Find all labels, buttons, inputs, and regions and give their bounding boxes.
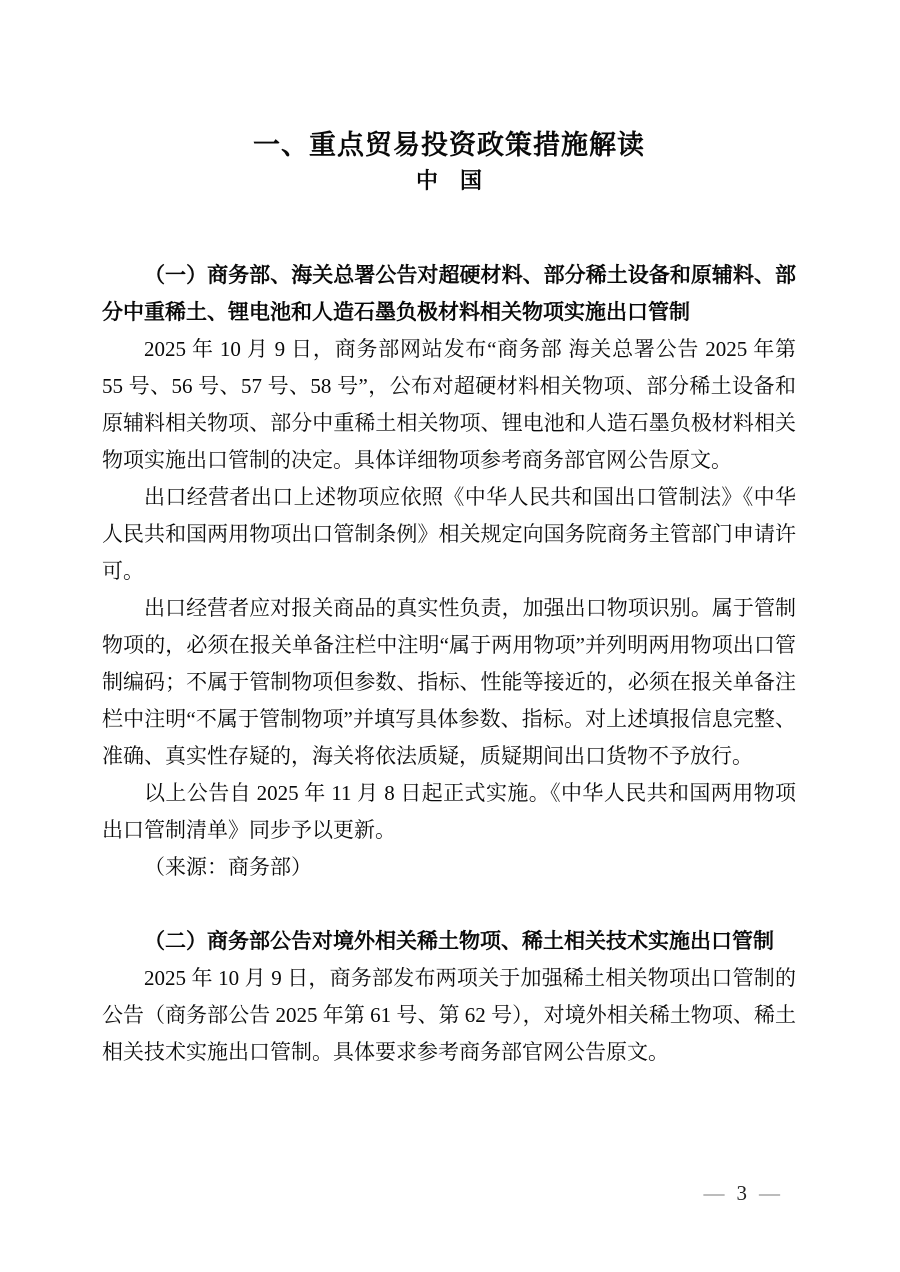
document-subtitle: 中 国 [415,168,482,193]
section-1-source-line: （来源：商务部） [144,855,312,879]
section-1-heading: （一）商务部、海关总署公告对超硬材料、部分稀土设备和原辅料、部分中重稀土、锂电池和人造石墨负极材料相关物项实施出口管制 [102,263,796,324]
document-content [102,128,796,1071]
section-1-paragraph-3: 出口经营者应对报关商品的真实性负责，加强出口物项识别。属于管制物项的，必须在报关单备注栏中注明“属于两用物项”并列明两用物项出口管制编码；不属于管制物项但参数、指标、性能等接近的，必须在报关单备注栏中注明“不属于管制物项”并填写具体参数、指标。对上述填报信息完整、准确、真实性存疑的，海关将依法质疑，质疑期间出口货物不予放行。 [102,596,796,768]
section-2 [102,923,796,1071]
section-2-paragraph-1: 2025 年 10 月 9 日，商务部发布两项关于加强稀土相关物项出口管制的公告（商务部公告 2025 年第 61 号、第 62 号），对境外相关稀土物项、稀土相关技术实施出口管制。具体要求参考商务部官网公告原文。 [102,966,796,1064]
page-number-dash-right: — [759,1181,780,1205]
page-number-dash-left: — [703,1181,725,1205]
document-title: 一、重点贸易投资政策措施解读 [253,130,645,160]
page-number [704,1180,781,1206]
section-2-heading: （二）商务部公告对境外相关稀土物项、稀土相关技术实施出口管制 [144,929,774,953]
section-1-paragraph-4: 以上公告自 2025 年 11 月 8 日起正式实施。《中华人民共和国两用物项出口管制清单》同步予以更新。 [102,781,796,842]
section-1 [102,257,796,886]
page-number-value: 3 [736,1181,747,1205]
section-1-paragraph-1: 2025 年 10 月 9 日，商务部网站发布“商务部 海关总署公告 2025 年第 55 号、56 号、57 号、58 号”，公布对超硬材料相关物项、部分稀土设备和原辅料相关物项、部分中重稀土相关物项、锂电池和人造石墨负极材料相关物项实施出口管制的决定。具体详细物项参考商务部官网公告原文。 [102,337,796,472]
section-1-paragraph-2: 出口经营者出口上述物项应依照《中华人民共和国出口管制法》《中华人民共和国两用物项出口管制条例》相关规定向国务院商务主管部门申请许可。 [102,485,796,583]
